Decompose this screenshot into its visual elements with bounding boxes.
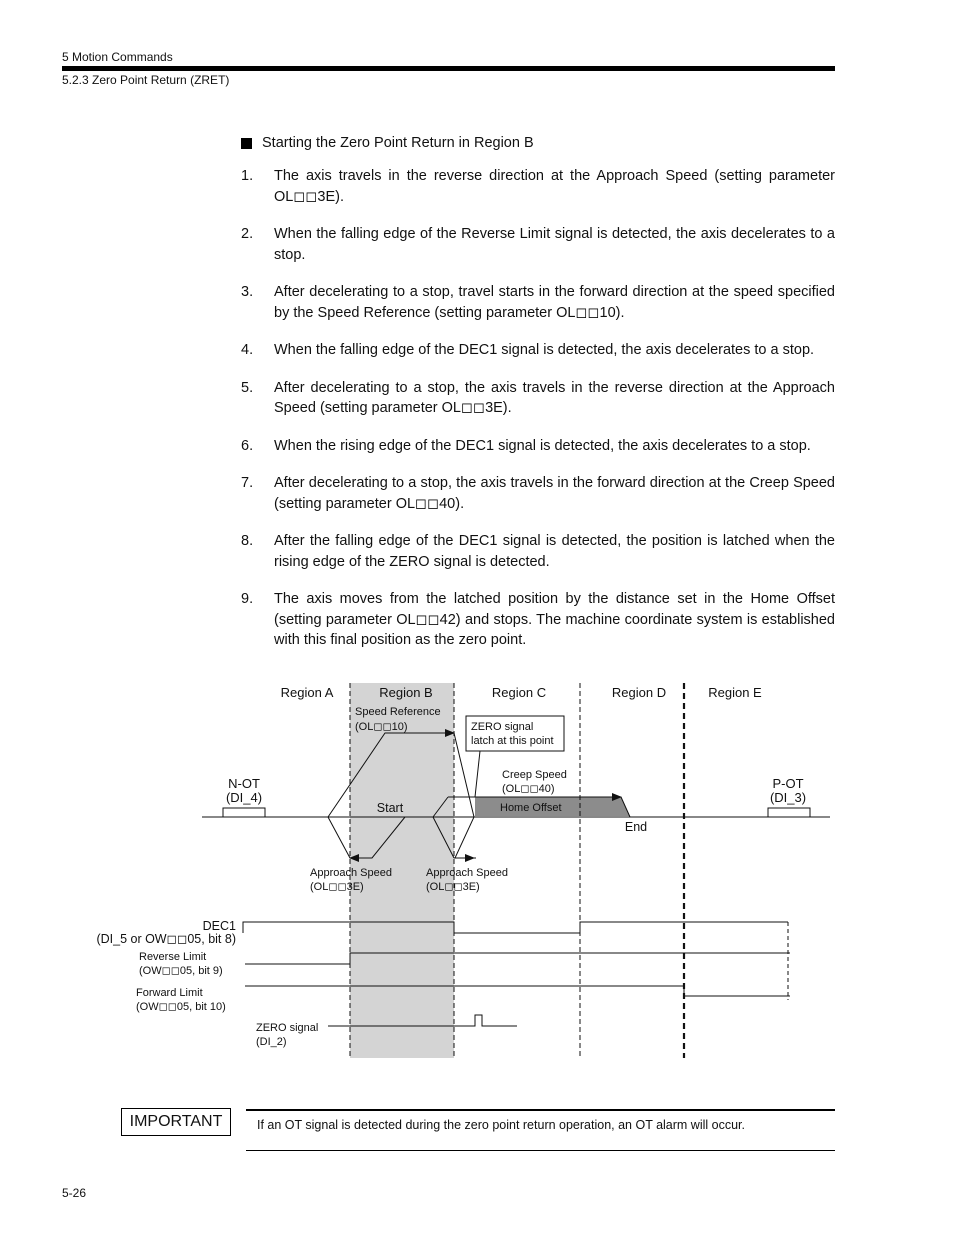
region-a-label: Region A	[280, 685, 334, 700]
n-ot-signal: (DI_4)	[225, 790, 263, 805]
latch-note-line2: latch at this point	[471, 735, 554, 747]
forward-limit-signal: (OW◻◻05, bit 10)	[136, 1001, 226, 1013]
p-ot-mark	[768, 808, 810, 817]
section-title: Starting the Zero Point Return in Region B	[262, 135, 534, 151]
step-number: 5.	[241, 379, 254, 396]
p-ot-signal: (DI_3)	[769, 790, 807, 805]
running-header-chapter: 5 Motion Commands	[62, 50, 173, 64]
step-text: After decelerating to a stop, the axis travels in the forward direction at the Creep Speed (setting parameter OL◻◻40).	[274, 475, 835, 512]
region-c-label: Region C	[491, 685, 547, 700]
step-number: 2.	[241, 226, 254, 242]
dec1-label: DEC1	[202, 919, 236, 933]
end-label: End	[624, 820, 648, 834]
reverse-limit-signal: (OW◻◻05, bit 9)	[139, 965, 223, 977]
step-number: 1.	[241, 168, 254, 184]
step-number: 6.	[241, 437, 254, 454]
step-number: 7.	[241, 475, 254, 491]
step-text: After decelerating to a stop, the axis travels in the reverse direction at the Approach Speed (setting parameter OL◻◻3E).	[274, 379, 835, 416]
region-d-label: Region D	[611, 685, 667, 700]
zero-signal-label: ZERO signal	[256, 1022, 319, 1034]
important-bottom-rule	[246, 1150, 835, 1151]
forward-limit-waveform	[245, 986, 790, 996]
dec1-signal: (DI_5 or OW◻◻05, bit 8)	[96, 932, 236, 946]
step-number: 9.	[241, 591, 254, 607]
reverse-limit-waveform	[245, 953, 790, 964]
page-number: 5-26	[62, 1186, 87, 1200]
approach-speed-1-param: (OL◻◻3E)	[310, 881, 364, 893]
n-ot-mark	[223, 808, 265, 817]
zero-signal-source: (DI_2)	[256, 1036, 287, 1048]
region-e-label: Region E	[708, 685, 762, 700]
approach-speed-2-param: (OL◻◻3E)	[426, 881, 480, 893]
running-header-section: 5.2.3 Zero Point Return (ZRET)	[62, 73, 230, 87]
speed-reference-param: (OL◻◻10)	[355, 721, 408, 733]
step-number: 8.	[241, 533, 254, 549]
step-text: When the falling edge of the Reverse Limit signal is detected, the axis decelerates to a stop.	[274, 226, 835, 263]
important-label-box: IMPORTANT	[121, 1108, 231, 1136]
step-text: After decelerating to a stop, travel starts in the forward direction at the speed specified by the Speed Reference (setting parameter OL◻◻10).	[274, 284, 835, 321]
home-offset-label: Home Offset	[500, 802, 562, 814]
speed-reference-label: Speed Reference	[355, 706, 441, 718]
approach-speed-1-label: Approach Speed	[310, 867, 392, 879]
approach-speed-2-label: Approach Speed	[426, 867, 508, 879]
step-text: When the falling edge of the DEC1 signal is detected, the axis decelerates to a stop.	[274, 342, 815, 358]
creep-speed-param: (OL◻◻40)	[502, 783, 555, 795]
step-number: 3.	[241, 284, 254, 300]
start-label: Start	[376, 801, 404, 815]
latch-note-line1: ZERO signal	[471, 721, 534, 733]
important-top-rule	[246, 1109, 835, 1111]
forward-limit-label: Forward Limit	[136, 987, 203, 999]
region-b-label: Region B	[379, 685, 433, 700]
step-text: The axis travels in the reverse direction at the Approach Speed (setting parameter OL◻◻3E).	[274, 168, 835, 205]
latch-note-leader	[475, 751, 480, 797]
important-text: If an OT signal is detected during the zero point return operation, an OT alarm will occur.	[257, 1118, 745, 1132]
step-text: The axis moves from the latched position by the distance set in the Home Offset (setting parameter OL◻◻42) and stops. The machine coordinate system is established with this final position as the zero point.	[274, 591, 835, 648]
n-ot-label: N-OT	[228, 776, 260, 791]
step-text: When the rising edge of the DEC1 signal is detected, the axis decelerates to a stop.	[274, 437, 811, 454]
step-text: After the falling edge of the DEC1 signal is detected, the position is latched when the rising edge of the ZERO signal is detected.	[274, 533, 835, 570]
creep-speed-label: Creep Speed	[502, 769, 567, 781]
decel-reverse-path	[454, 733, 476, 858]
p-ot-label: P-OT	[772, 776, 804, 791]
dec1-waveform	[243, 922, 788, 933]
step-number: 4.	[241, 342, 254, 358]
reverse-limit-label: Reverse Limit	[139, 951, 207, 963]
